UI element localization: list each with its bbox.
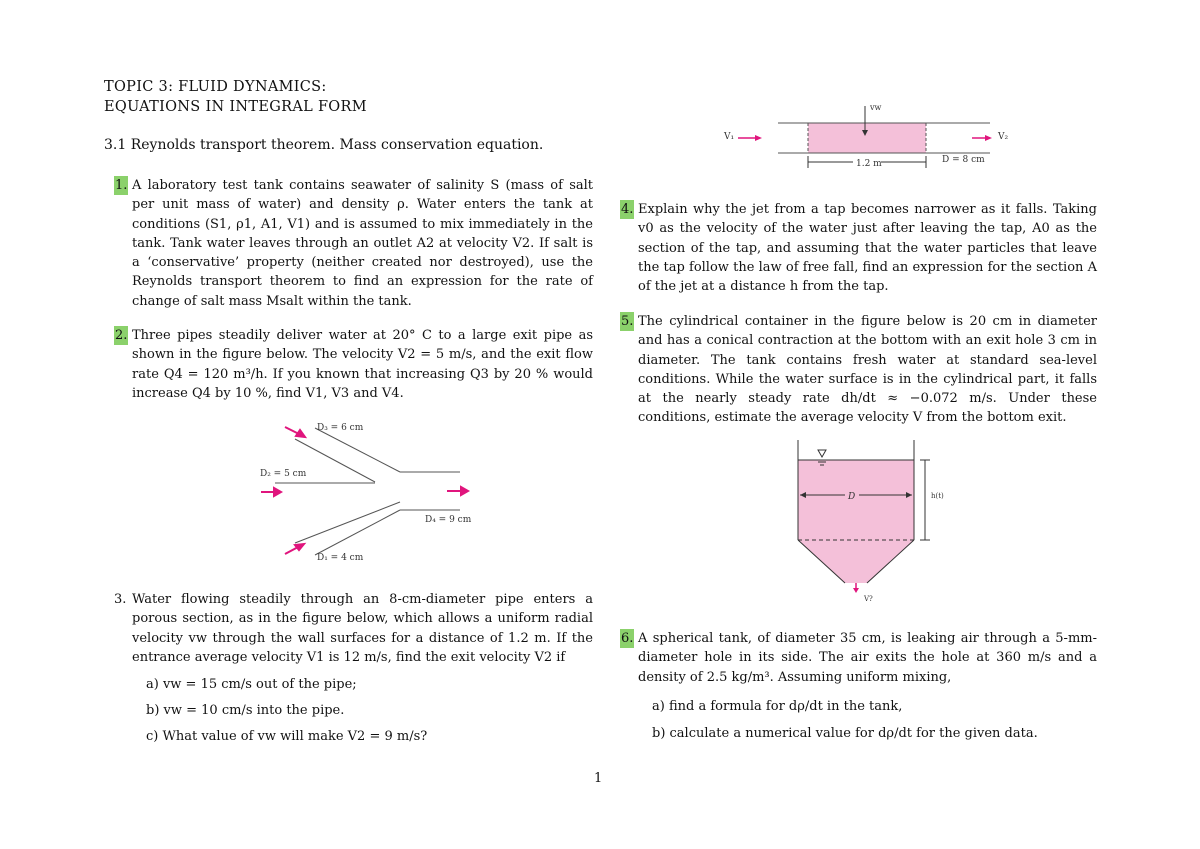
label-diameter: D = 8 cm: [942, 155, 985, 165]
problem-text: A laboratory test tank contains seawater of salinity S (mass of salt per unit mass of water) and density ρ. Water enters the tank at conditions (S1, ρ1, A1, V1) and is assumed to mix immediately in the tank. Tank water leaves through an outlet A2 at velocity V2. If salt is a ‘conservative’ property (neither created nor destroyed), use the Reynolds transport theorem to find an expression for the rate of change of salt mass Msalt within the tank.: [132, 178, 593, 309]
problem-number: 2.: [114, 326, 128, 345]
label-v: V?: [864, 595, 873, 603]
problem-text: Explain why the jet from a tap becomes narrower as it falls. Taking v0 as the velocity of the water just after leaving the tap, A0 as the section of the tap, and assuming that the water particles that leave the tap follow the law of free fall, find an expression for the section A of the jet at a distance h from the tap.: [638, 202, 1097, 295]
problem-number: 1.: [114, 176, 128, 195]
problem-3-part-a: a) vw = 15 cm/s out of the pipe;: [146, 677, 357, 692]
problem-text: A spherical tank, of diameter 35 cm, is leaking air through a 5-mm-diameter hole in its side. The air exits the hole at 360 m/s and a density of 2.5 kg/m³. Assuming uniform mixing,: [638, 631, 1097, 685]
label-d3: D₃ = 6 cm: [317, 423, 364, 433]
problem-5: [620, 312, 1097, 428]
problem-number: 6.: [620, 629, 634, 648]
pipes-figure: [255, 415, 485, 565]
label-d4: D₄ = 9 cm: [425, 515, 472, 525]
problem-6-part-b: b) calculate a numerical value for dρ/dt for the given data.: [652, 726, 1038, 741]
problem-text: Three pipes steadily deliver water at 20° C to a large exit pipe as shown in the figure below. The velocity V2 = 5 m/s, and the exit flow rate Q4 = 120 m³/h. If you known that increasing Q3 by 20 % would increase Q4 by 10 %, find V1, V3 and V4.: [132, 328, 593, 401]
problem-3: [114, 590, 593, 667]
problem-3-part-c: c) What value of vw will make V2 = 9 m/s?: [146, 729, 428, 744]
problem-6: [620, 629, 1097, 687]
label-h: h(t): [931, 492, 944, 500]
label-length: 1.2 m: [856, 159, 882, 169]
problem-number: 4.: [620, 200, 634, 219]
label-d1: D₁ = 4 cm: [317, 553, 364, 563]
problem-3-part-b: b) vw = 10 cm/s into the pipe.: [146, 703, 345, 718]
problem-number: 5.: [620, 312, 634, 331]
problem-6-part-a: a) find a formula for dρ/dt in the tank,: [652, 699, 903, 714]
section-heading: 3.1 Reynolds transport theorem. Mass conservation equation.: [104, 137, 544, 153]
page-number: 1: [594, 771, 603, 786]
problem-text: Water flowing steadily through an 8-cm-diameter pipe enters a porous section, as in the figure below, which allows a uniform radial velocity vw through the wall surfaces for a distance of 1.2 m. If the entrance average velocity V1 is 12 m/s, find the exit velocity V2 if: [132, 592, 593, 665]
page-title: TOPIC 3: FLUID DYNAMICS: EQUATIONS IN INTEGRAL FORM: [104, 79, 367, 115]
label-v2: V₂: [998, 132, 1009, 142]
problem-text: The cylindrical container in the figure below is 20 cm in diameter and has a conical contraction at the bottom with an exit hole 3 cm in diameter. The tank contains fresh water at standard sea-level conditions. While the water surface is in the cylindrical part, it falls at the nearly steady rate dh/dt ≈ −0.072 m/s. Under these conditions, estimate the average velocity V from the bottom exit.: [638, 314, 1097, 426]
label-v1: V₁: [724, 132, 735, 142]
problem-2: [114, 326, 593, 403]
tank-figure: [785, 438, 955, 603]
problem-number: 3.: [114, 592, 127, 607]
label-vw: vw: [870, 103, 882, 112]
label-d: D: [848, 492, 856, 502]
label-d2: D₂ = 5 cm: [260, 469, 307, 479]
problem-4: [620, 200, 1097, 296]
porous-pipe-figure: [720, 98, 1020, 170]
problem-1: [114, 176, 593, 311]
